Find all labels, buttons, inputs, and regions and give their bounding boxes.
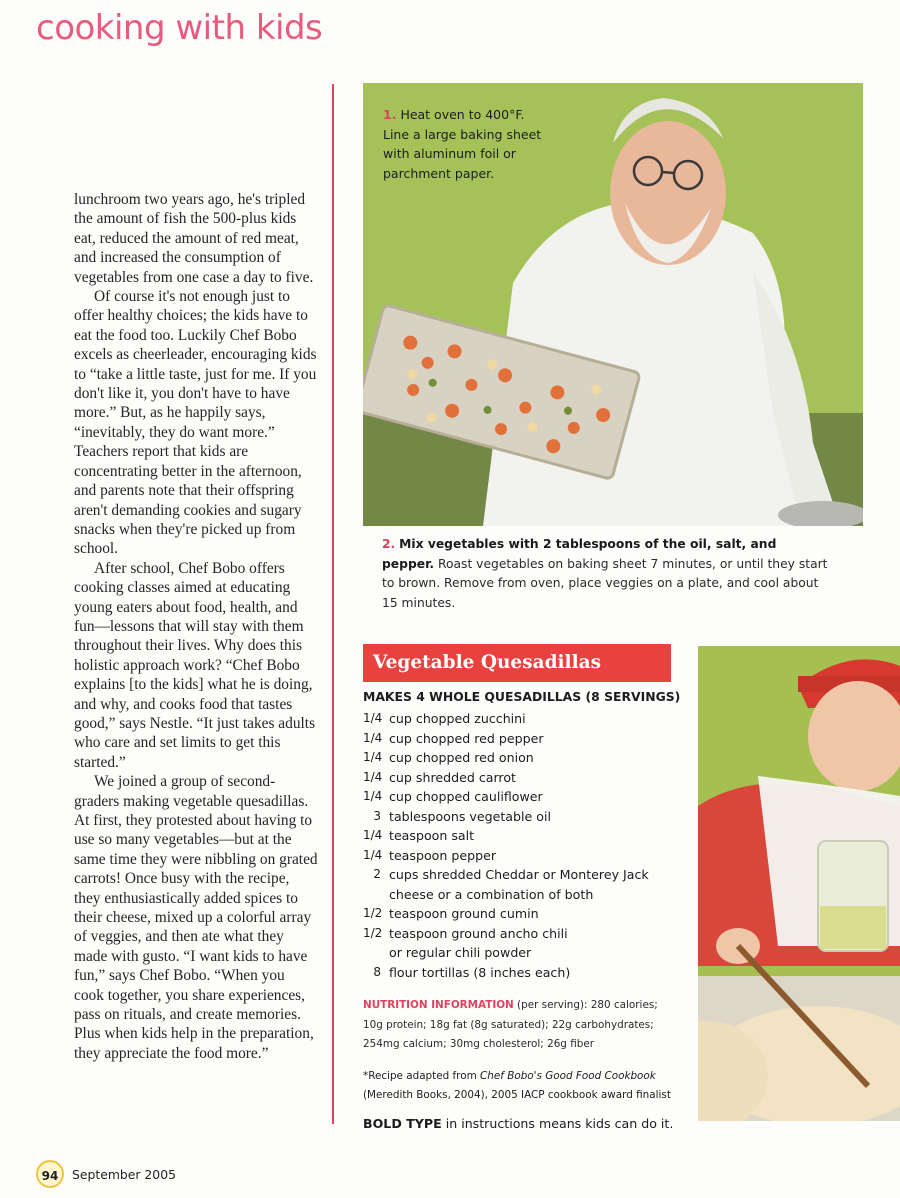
step-1: [383, 105, 553, 183]
ingredient-row: [363, 924, 683, 944]
ingredient-item: cup chopped red pepper: [389, 730, 544, 746]
ingredient-quantity: [363, 885, 389, 905]
ingredient-quantity: 1/4: [363, 769, 383, 784]
bold-type-note: [363, 1116, 683, 1131]
step-2-text: Roast vegetables on baking sheet 7 minutes, or until they start to brown. Remove from oven, place veggies on a plate, and cool about 15 minutes.: [382, 556, 828, 610]
ingredient-row: [363, 885, 683, 905]
ingredient-item: teaspoon ground cumin: [389, 906, 539, 921]
recipe-card: [363, 688, 683, 1131]
step-1-number: 1.: [383, 107, 397, 122]
ingredient-row: [363, 787, 683, 807]
ingredient-item: tablespoons vegetable oil: [389, 808, 551, 824]
article-paragraph: lunchroom two years ago, he's tripled the amount of fish the 500-plus kids eat, reduced the amount of red meat, and increased the consumption of vegetables from one case a day to five.: [74, 191, 314, 286]
ingredient-row: [363, 709, 683, 729]
step-2-bold-text: Mix vegetables with 2 tablespoons of the oil, salt, and pepper.: [382, 537, 777, 571]
step-2-number: 2.: [382, 537, 396, 551]
ingredient-item: teaspoon ground ancho chili: [389, 925, 568, 941]
ingredient-item: cup chopped cauliflower: [389, 789, 543, 804]
article-paragraph: After school, Chef Bobo offers cooking classes aimed at educating young eaters about food, health, and fun—lessons that will stay with them throughout their lives. Why does this holistic approach work? “Chef Bobo explains [to the kids] what he is doing, and why, and cooks food that tastes good,” says Nestle. “It just takes adults who care and set limits to get this started.”: [74, 559, 316, 771]
nutrition-text: (per serving): 280 calories; 10g protein; 18g fat (8g saturated); 22g carbohydrates; 254mg calcium; 30mg cholesterol; 26g fiber: [363, 999, 658, 1050]
ingredient-quantity: 1/4: [363, 730, 383, 745]
step-1-text: Heat oven to 400°F. Line a large baking sheet with aluminum foil or parchment paper.: [383, 107, 542, 181]
ingredient-item: flour tortillas (8 inches each): [389, 964, 571, 980]
ingredient-quantity: 1/4: [363, 750, 383, 764]
credit-suffix: (Meredith Books, 2004), 2005 IACP cookbook award finalist: [363, 1089, 671, 1101]
ingredient-row: [363, 748, 683, 768]
child-illustration: [698, 646, 900, 1121]
ingredient-quantity: 8: [373, 964, 381, 979]
ingredient-quantity: 1/2: [363, 906, 383, 920]
ingredient-quantity: 1/4: [363, 711, 383, 725]
step-2: [382, 535, 832, 613]
chef-photo: [363, 83, 863, 526]
ingredient-quantity: 2: [373, 867, 381, 881]
article-paragraph: Of course it's not enough just to offer healthy choices; the kids have to eat the food too. Luckily Chef Bobo excels as cheerleader, encouraging kids to “take a little taste, just for me. If you don't like it, you don't have to have more.” But, as he happily says, “inevitably, they do want more.” Teachers report that kids are concentrating better in the afternoon, and parents note that their offspring aren't demanding cookies and sugary snacks when they're picked up from school.: [74, 288, 317, 558]
credit-book-title: Chef Bobo's Good Food Cookbook: [480, 1069, 656, 1082]
ingredient-quantity: 1/4: [363, 828, 383, 842]
ingredient-list: [363, 709, 683, 982]
credit-prefix: *Recipe adapted from: [363, 1069, 481, 1082]
article-paragraph: We joined a group of second-graders making vegetable quesadillas. At first, they protested about having to use so many vegetables—but at the same time they were nibbling on grated carrots! Once busy with the recipe, they enthusiastically added spices to their cheese, mixed up a colorful array of veggies, and then ate what they made with gusto. “I want kids to have fun,” says Chef Bobo. “When you cook together, you share experiences, pass on rituals, and create memories. Plus when kids help in the preparation, they appreciate the food more.”: [74, 773, 318, 1062]
ingredient-item: cup chopped zucchini: [389, 711, 526, 726]
bold-type-text: in instructions means kids can do it.: [441, 1115, 674, 1131]
ingredient-row: [363, 846, 683, 866]
column-divider: [332, 84, 334, 1124]
ingredient-row: [363, 904, 683, 924]
nutrition-info: [363, 996, 675, 1055]
article-body: [74, 190, 318, 1063]
nutrition-label: NUTRITION INFORMATION: [363, 999, 514, 1011]
ingredient-row: [363, 768, 683, 788]
ingredient-row: [363, 963, 683, 983]
ingredient-item: teaspoon salt: [389, 828, 475, 843]
ingredient-row: [363, 826, 683, 846]
ingredient-quantity: 1/4: [363, 789, 383, 803]
recipe-yield: MAKES 4 WHOLE QUESADILLAS (8 SERVINGS): [363, 689, 681, 704]
ingredient-quantity: 1/4: [363, 847, 383, 862]
recipe-title: Vegetable Quesadillas: [363, 644, 671, 682]
ingredient-quantity: 1/2: [363, 925, 383, 940]
section-title: cooking with kids: [36, 8, 323, 48]
ingredient-item: cup chopped red onion: [389, 750, 534, 765]
child-photo: [698, 646, 900, 1121]
issue-date: September 2005: [72, 1167, 176, 1182]
ingredient-row: [363, 729, 683, 749]
bold-type-label: BOLD TYPE: [363, 1115, 442, 1131]
ingredient-item: cup shredded carrot: [389, 769, 516, 785]
ingredient-row: [363, 943, 683, 963]
ingredient-row: [363, 807, 683, 827]
page-number: 94: [36, 1160, 64, 1188]
ingredient-quantity: [363, 943, 389, 963]
ingredient-item: cups shredded Cheddar or Monterey Jack: [389, 867, 649, 882]
ingredient-item: cheese or a combination of both: [389, 886, 594, 902]
ingredient-item: teaspoon pepper: [389, 847, 497, 863]
recipe-credit: [363, 1067, 675, 1106]
ingredient-item: or regular chili powder: [389, 945, 532, 960]
ingredient-row: [363, 865, 683, 885]
ingredient-quantity: 3: [373, 808, 381, 823]
